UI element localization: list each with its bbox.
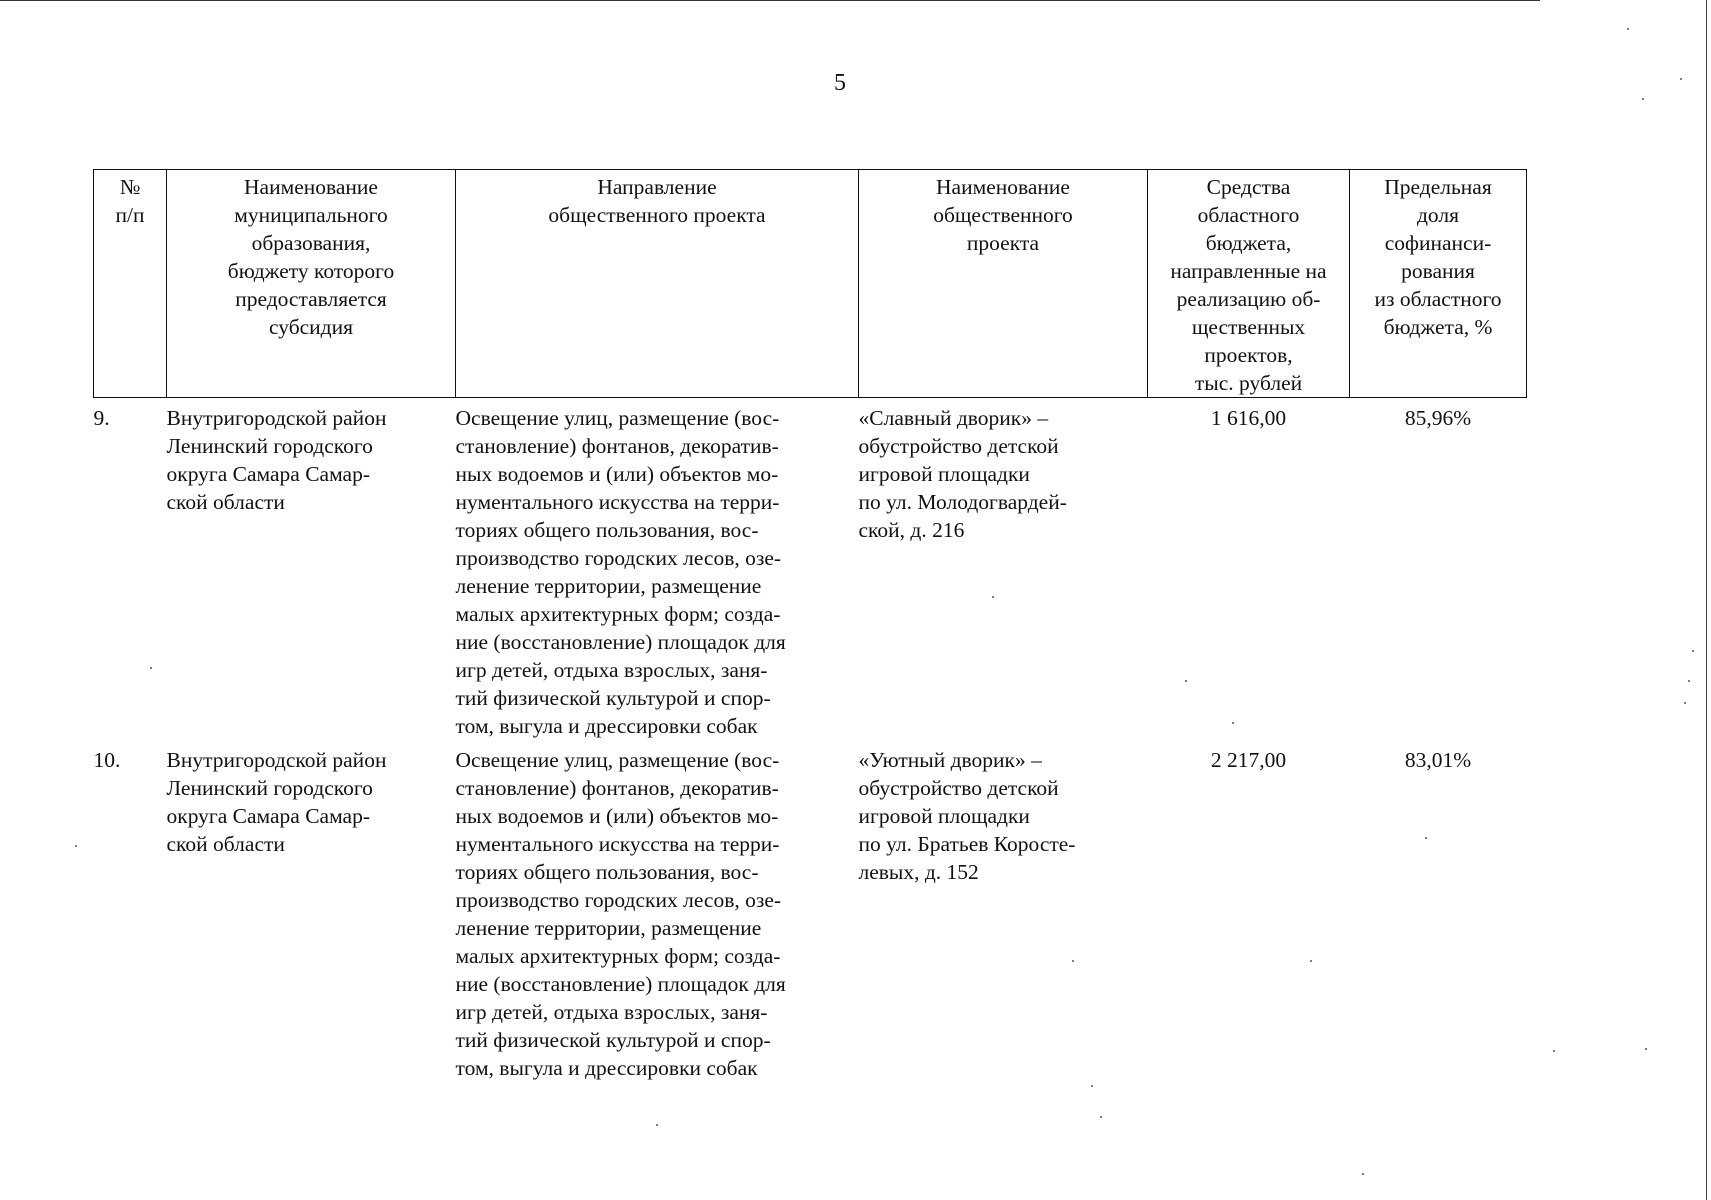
row-number: 9. <box>93 406 110 430</box>
row-project-name: «Славный дворик» – обустройство детской игровой площадки по ул. Молодогвардей- ской, д. 216 <box>858 406 1067 542</box>
row-municipality: Внутригородской район Ленинский городского округа Самара Самар- ской области <box>166 406 387 514</box>
row-direction: Освещение улиц, размещение (вос- становление) фонтанов, декоратив- ных водоемов и (или) объектов мо- нументального искусства на терри- ториях общего пользования, вос- производство городских лесов, озе- ленение территории, размещение малых архитектурных форм; созда- ние (восстановление) площадок для игр детей, отдыха взрослых, заня- тий физической культурой и спор- том, выгула и дрессировки собак <box>455 748 786 1080</box>
table-header <box>94 170 1527 398</box>
header-municipality: Наименование муниципального образования, бюджету которого предоставляется субсидия <box>167 170 456 398</box>
header-regional-funds: Средства областного бюджета, направленные на реализацию об- щественных проектов, тыс. рублей <box>1148 170 1350 398</box>
row-project-name: «Уютный дворик» – обустройство детской игровой площадки по ул. Братьев Коросте- левых, д. 152 <box>858 748 1076 884</box>
header-row <box>94 170 1527 398</box>
row-municipality: Внутригородской район Ленинский городского округа Самара Самар- ской области <box>166 748 387 856</box>
header-project-name: Наименование общественного проекта <box>859 170 1148 398</box>
table-row <box>94 398 1527 741</box>
row-share: 83,01% <box>1404 748 1472 772</box>
row-amount: 1 616,00 <box>1210 406 1287 430</box>
row-amount: 2 217,00 <box>1210 748 1287 772</box>
table-row <box>94 740 1527 1082</box>
row-number: 10. <box>93 748 121 772</box>
page-number: 5 <box>834 70 846 96</box>
row-direction: Освещение улиц, размещение (вос- становление) фонтанов, декоратив- ных водоемов и (или) объектов мо- нументального искусства на терри- ториях общего пользования, вос- производство городских лесов, озе- ленение территории, размещение малых архитектурных форм; созда- ние (восстановление) площадок для игр детей, отдыха взрослых, заня- тий физической культурой и спор- том, выгула и дрессировки собак <box>455 406 786 738</box>
row-share: 85,96% <box>1404 406 1472 430</box>
table-body <box>94 398 1527 1083</box>
header-cofinancing-share: Предельная доля софинанси- рования из областного бюджета, % <box>1350 170 1527 398</box>
subsidy-table <box>93 169 1527 1082</box>
header-number: № п/п <box>94 170 167 398</box>
scan-edge-top <box>0 0 1540 1</box>
scan-edge-right <box>1706 0 1707 1200</box>
header-direction: Направление общественного проекта <box>456 170 859 398</box>
